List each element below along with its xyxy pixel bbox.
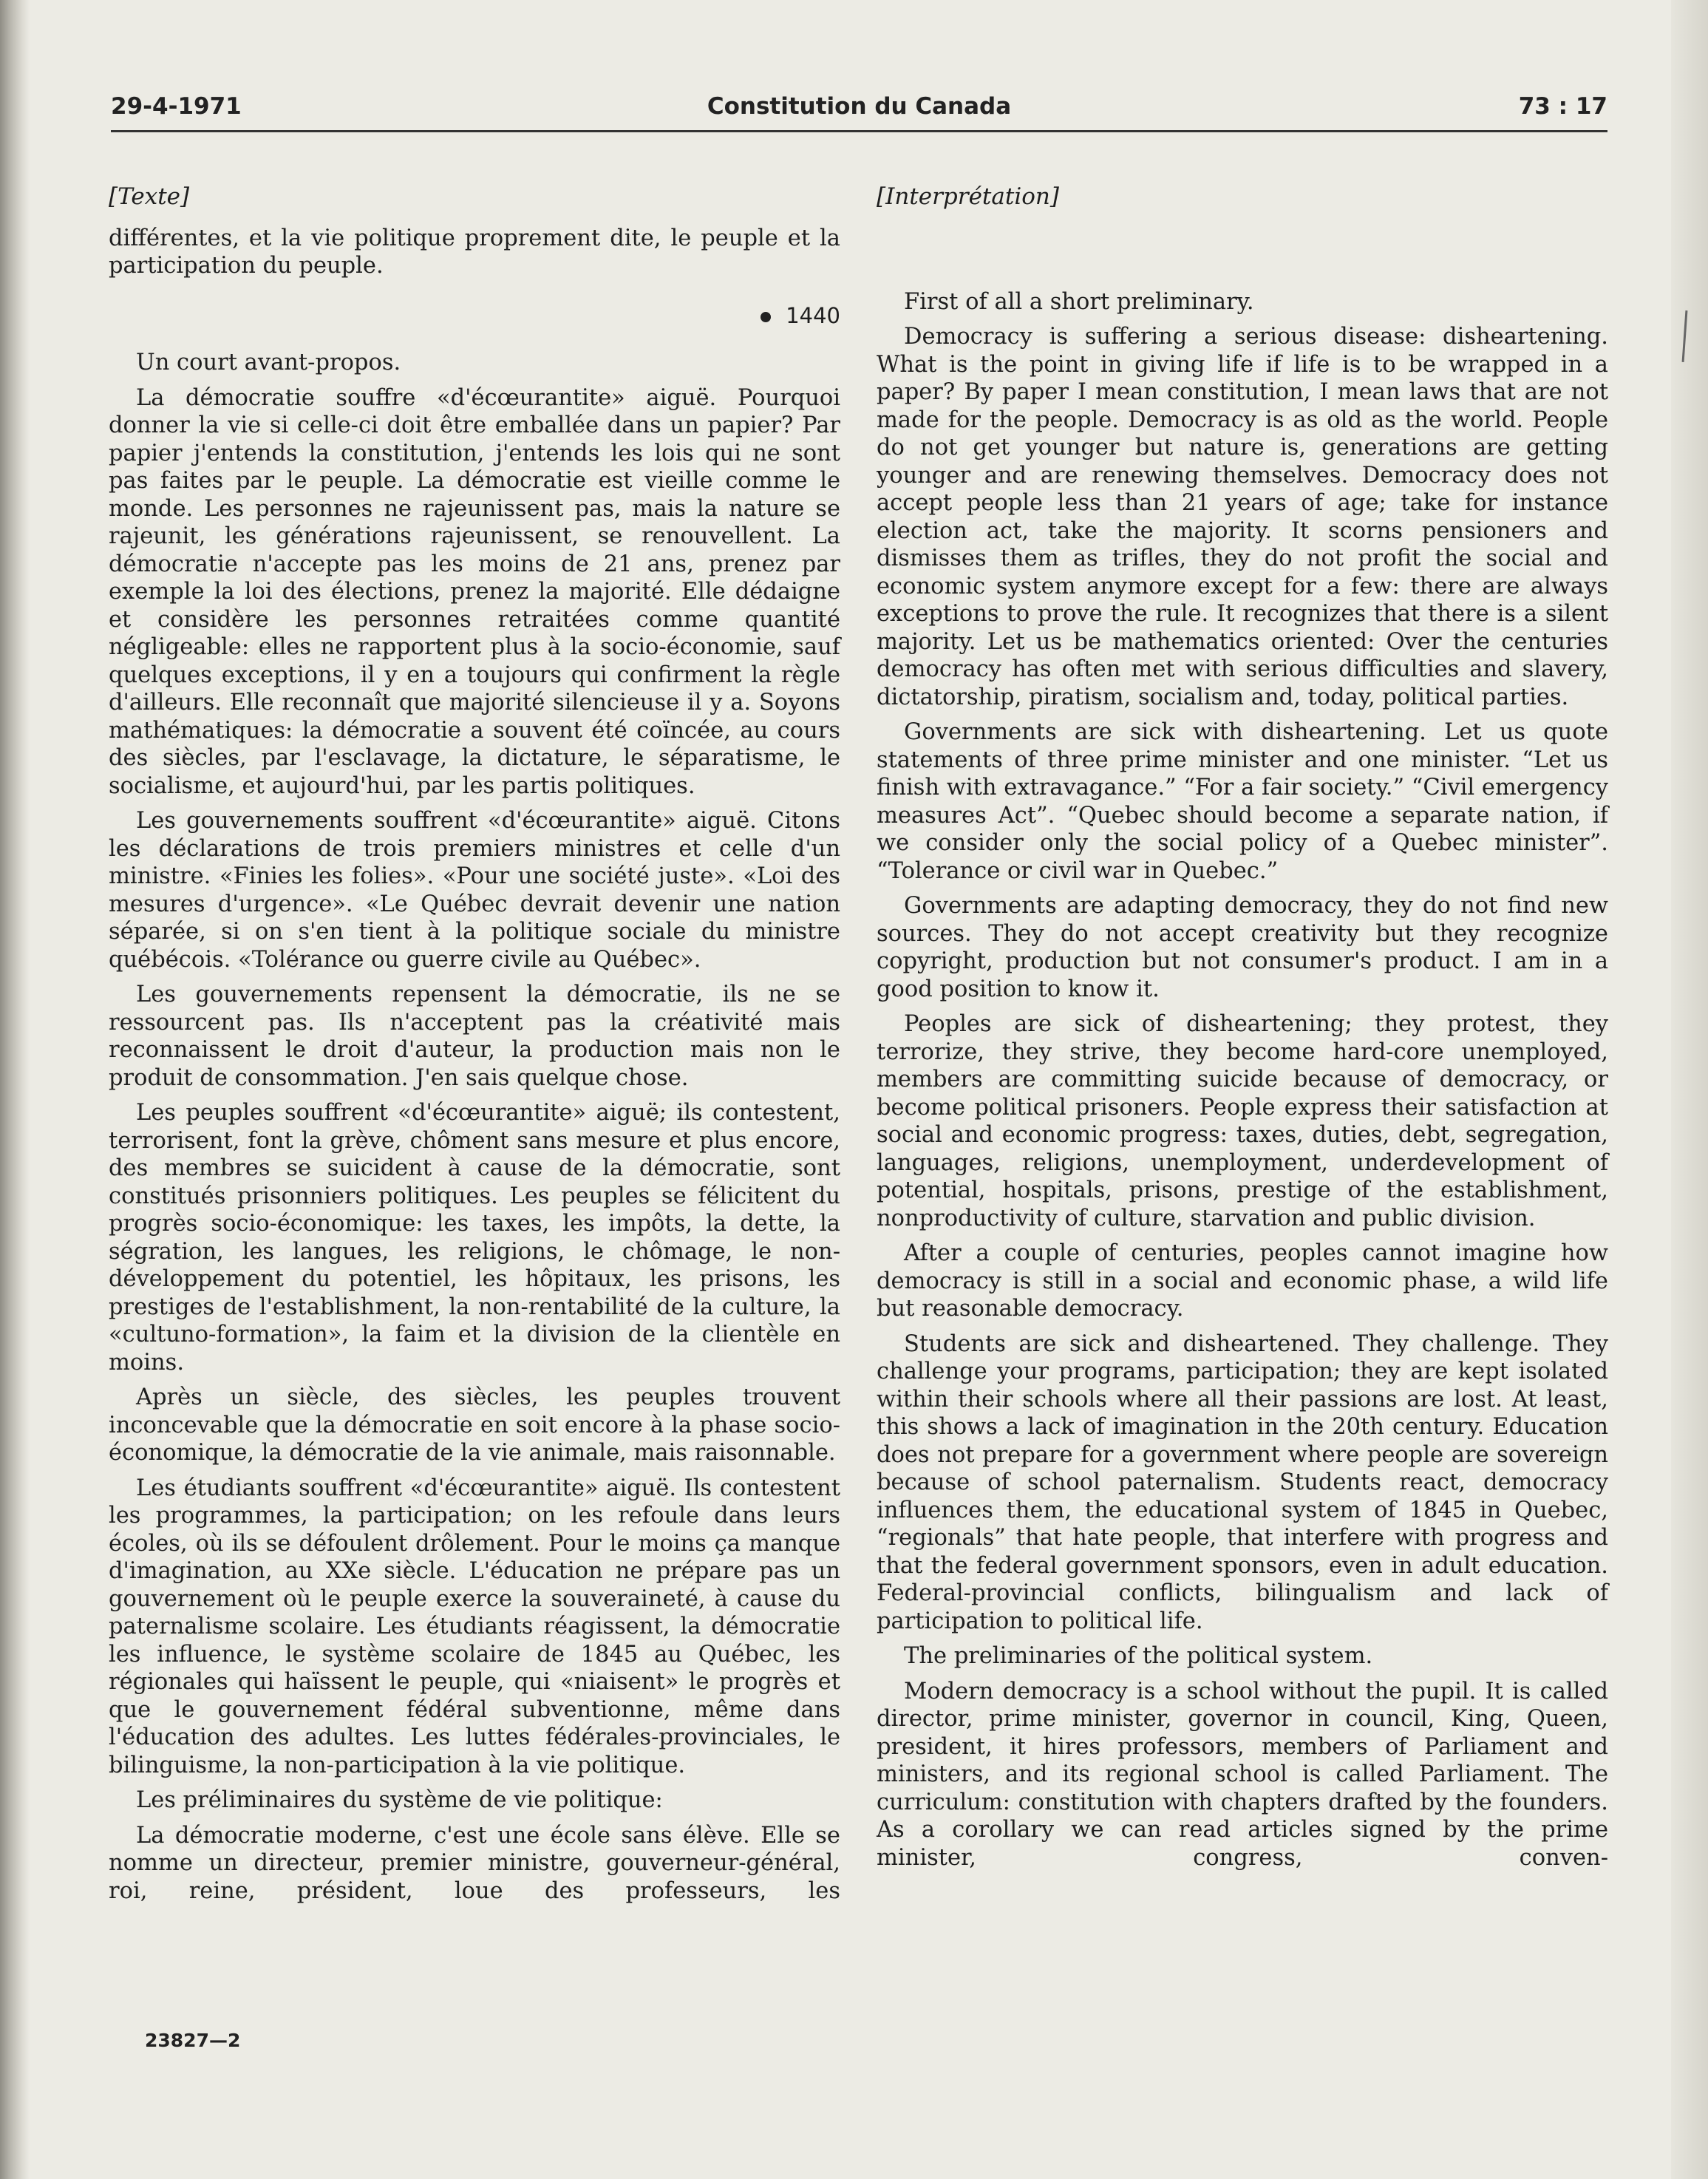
right-paragraph: Governments are adapting democracy, they do not find new sources. They do not accept creativity but they recognize copyright, production but not consumer's product. I am in a good position to know it. bbox=[877, 893, 1608, 1002]
right-paragraph: Modern democracy is a school without the pupil. It is called director, prime minister, governor in council, King, Queen, president, it hires professors, members of Parliament and ministers, and its regional school is called Parliament. The curriculum: constitution with chapters drafted by the founders. As a corollary we can read articles signed by the prime minister, congress, conven- bbox=[877, 1678, 1608, 1871]
time-marker bbox=[109, 302, 840, 330]
left-paragraph: La démocratie moderne, c'est une école sans élève. Elle se nomme un directeur, premier ministre, gouverneur-général, roi, reine, président, loue des professeurs, les bbox=[109, 1822, 840, 1904]
left-paragraph: Après un siècle, des siècles, les peuples trouvent inconcevable que la démocratie en soit encore à la phase socio-économique, la démocratie de la vie animale, mais raisonnable. bbox=[109, 1384, 840, 1466]
footer-code: 23827—2 bbox=[145, 2030, 241, 2051]
left-paragraph: La démocratie souffre «d'écœurantite» aiguë. Pourquoi donner la vie si celle-ci doit être emballée dans un papier? Par papier j'entends la constitution, j'entends les lois qui ne sont pas faites par le peuple. La démocratie est vieille comme le monde. Les personnes ne rajeunissent pas, mais la nature se rajeunit, les générations rajeunissent, se renouvellent. La démocratie n'accepte pas les moins de 21 ans, prenez par exemple la loi des élections, prenez la majorité. Elle dédaigne et considère les personnes retraitées comme quantité négligeable: elles ne rapportent plus à la socio-économie, sauf quelques exceptions, il y en a toujours qui confirment la règle d'ailleurs. Elle reconnaît que majorité silencieuse il y a. Soyons mathématiques: la démocratie a souvent été coïncée, au cours des siècles, par l'esclavage, la dictature, le séparatisme, le socialisme, et aujourd'hui, par les partis politiques. bbox=[109, 384, 840, 799]
right-paragraph: Democracy is suffering a serious disease: disheartening. What is the point in giving life if life is to be wrapped in a paper? By paper I mean constitution, I mean laws that are not made for the people. Democracy is as old as the world. People do not get younger but nature is, generations are getting younger and are renewing themselves. Democracy does not accept people less than 21 years of age; take for instance election act, take the majority. It scorns pensioners and dismisses them as trifles, they do not profit the social and economic system anymore except for a few: there are always exceptions to prove the rule. It recognizes that there is a silent majority. Let us be mathematics oriented: Over the centuries democracy has often met with serious difficulties and slavery, dictatorship, piratism, socialism and, today, political parties. bbox=[877, 324, 1608, 710]
left-paragraph: Les gouvernements souffrent «d'écœurantite» aiguë. Citons les déclarations de trois premiers ministres et celle d'un ministre. «Finies les folies». «Pour une société juste». «Loi des mesures d'urgence». «Le Québec devrait devenir une nation séparée, si on s'en tient à la politique sociale du ministre québécois. «Tolérance ou guerre civile au Québec». bbox=[109, 808, 840, 973]
left-column-label: [Texte] bbox=[109, 183, 190, 210]
right-paragraph: The preliminaries of the political system. bbox=[904, 1643, 1373, 1669]
right-paragraph: Peoples are sick of disheartening; they protest, they terrorize, they strive, they become hard-core unemployed, members are committing suicide because of democracy, or become political prisoners. People express their satisfaction at social and economic progress: taxes, duties, debt, segregation, languages, religions, unemployment, underdevelopment of potential, hospitals, prisons, prestige of the establishment, nonproductivity of culture, starvation and public division. bbox=[877, 1011, 1608, 1231]
left-paragraph: Un court avant-propos. bbox=[136, 350, 401, 375]
header-rule bbox=[111, 130, 1607, 132]
left-column-french bbox=[109, 177, 840, 1912]
left-paragraph: Les peuples souffrent «d'écœurantite» aiguë; ils contestent, terrorisent, font la grève, chôment sans mesure et plus encore, des membres se suicident à cause de la démocratie, sont constitués prisonniers politiques. Les peuples se félicitent du progrès socio-économique: les taxes, les impôts, la dette, la ségration, les langues, les religions, le chômage, le non-développement du potentiel, les hôpitaux, les prisons, les prestiges de l'establishment, la non-rentabilité de la culture, la «cultuno-formation», la faim et la division de la clientèle en moins. bbox=[109, 1100, 840, 1376]
right-column-english bbox=[877, 177, 1608, 1879]
left-opening-paragraph: différentes, et la vie politique proprement dite, le peuple et la participation du peuple. bbox=[109, 225, 840, 279]
bullet-icon bbox=[761, 312, 771, 322]
running-header bbox=[111, 93, 1607, 130]
header-title: Constitution du Canada bbox=[707, 93, 1012, 120]
column-spacer bbox=[877, 225, 1608, 288]
right-column-label: [Interprétation] bbox=[877, 183, 1059, 210]
time-marker-number: 1440 bbox=[786, 302, 840, 328]
left-paragraph: Les préliminaires du système de vie politique: bbox=[136, 1787, 663, 1813]
left-paragraph: Les étudiants souffrent «d'écœurantite» aiguë. Ils contestent les programmes, la participation; on les refoule dans leurs écoles, où ils se défoulent drôlement. Pour le moins ça manque d'imagination, au XXe siècle. L'éducation ne prépare pas un gouvernement où le peuple exerce la souveraineté, à cause du paternalisme scolaire. Les étudiants réagissent, la démocratie les influence, le système scolaire de 1845 au Québec, les régionales qui haïssent le peuple, qui «niaisent» le progrès et que le gouvernement fédéral subventionne, même dans l'éducation des adultes. Les luttes fédérales-provinciales, le bilinguisme, la non-participation à la vie politique. bbox=[109, 1475, 840, 1778]
binding-shadow bbox=[0, 0, 30, 2179]
right-paragraph: Governments are sick with disheartening. Let us quote statements of three prime minister and one minister. “Let us finish with extravagance.” “For a fair society.” “Civil emergency measures Act”. “Quebec should become a separate nation, if we consider only the social policy of a Quebec minister”. “Tolerance or civil war in Quebec.” bbox=[877, 719, 1609, 884]
page-edge bbox=[1671, 0, 1708, 2179]
right-paragraph: After a couple of centuries, peoples cannot imagine how democracy is still in a social and economic phase, a wild life but reasonable democracy. bbox=[877, 1240, 1608, 1322]
left-paragraph: Les gouvernements repensent la démocratie, ils ne se ressourcent pas. Ils n'acceptent pas la créativité mais reconnaissent le droit d'auteur, la production mais non le produit de consommation. J'en sais quelque chose. bbox=[109, 982, 840, 1091]
header-date: 29-4-1971 bbox=[111, 93, 242, 120]
right-paragraph: First of all a short preliminary. bbox=[904, 288, 1254, 315]
header-page-number: 73 : 17 bbox=[1518, 93, 1607, 120]
right-paragraph: Students are sick and disheartened. They challenge. They challenge your programs, participation; they are kept isolated within their schools where all their passions are lost. At least, this shows a lack of imagination in the 20th century. Education does not prepare for a government where people are sovereign because of school paternalism. Students react, democracy influences them, the educational system of 1845 in Quebec, “regionals” that hate people, that interfere with progress and that the federal government sponsors, even in adult education. Federal-provincial conflicts, bilingualism and lack of participation to political life. bbox=[877, 1330, 1608, 1634]
